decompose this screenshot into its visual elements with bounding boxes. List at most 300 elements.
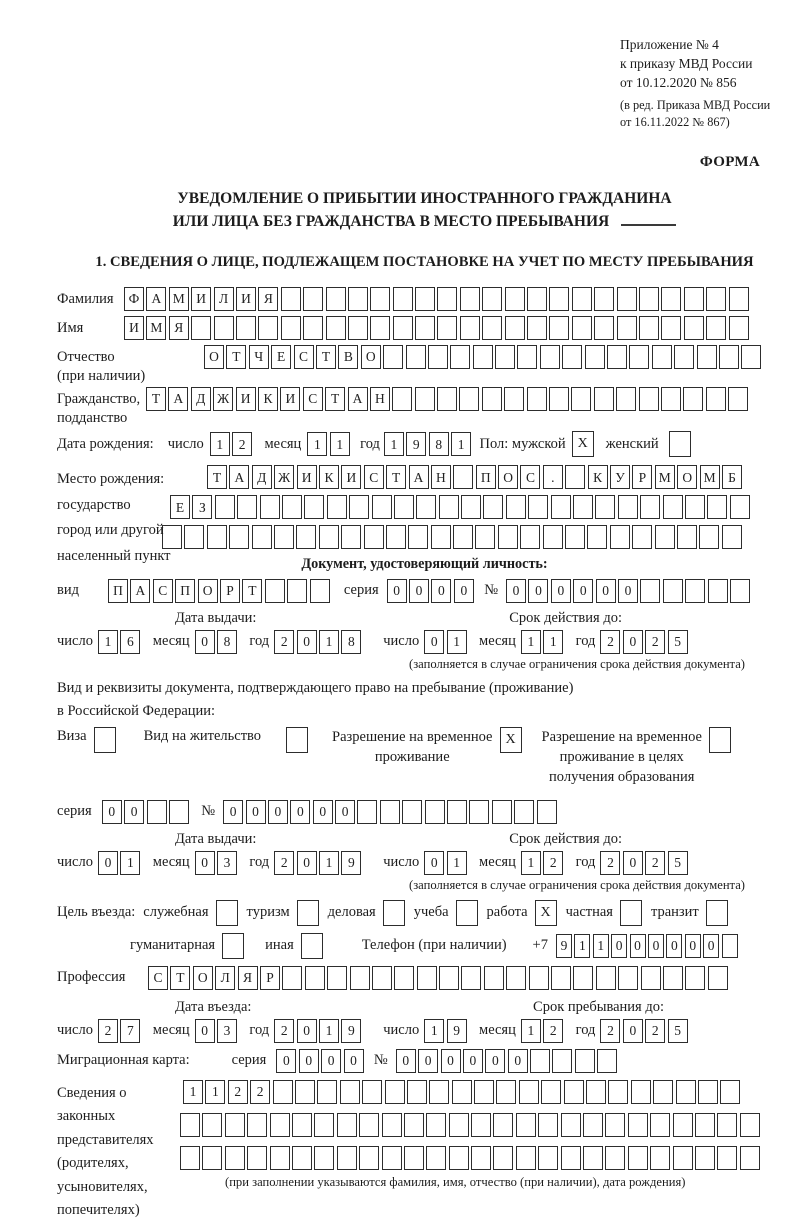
char-cell[interactable]: 9 <box>341 851 361 875</box>
char-cell[interactable] <box>594 387 614 411</box>
char-cell[interactable] <box>562 345 582 369</box>
sex-male-checkbox[interactable]: X <box>572 431 594 457</box>
char-cell[interactable]: 6 <box>120 630 140 654</box>
char-cell[interactable] <box>514 800 534 824</box>
char-cell[interactable] <box>571 387 591 411</box>
char-cell[interactable] <box>380 800 400 824</box>
char-cell[interactable] <box>482 287 502 311</box>
char-cell[interactable] <box>586 1080 606 1104</box>
char-cell[interactable]: 1 <box>330 432 350 456</box>
char-cell[interactable]: 2 <box>274 630 294 654</box>
char-cell[interactable] <box>273 1080 293 1104</box>
char-cell[interactable] <box>706 316 726 340</box>
char-cell[interactable] <box>265 579 285 603</box>
char-cell[interactable] <box>287 579 307 603</box>
char-cell[interactable]: 1 <box>205 1080 225 1104</box>
char-cell[interactable] <box>482 316 502 340</box>
char-cell[interactable] <box>585 345 605 369</box>
char-cell[interactable] <box>517 345 537 369</box>
char-cell[interactable] <box>685 495 705 519</box>
char-cell[interactable] <box>596 966 616 990</box>
char-cell[interactable]: С <box>148 966 168 990</box>
char-cell[interactable] <box>350 966 370 990</box>
char-cell[interactable] <box>437 316 457 340</box>
char-cell[interactable]: И <box>236 387 256 411</box>
char-cell[interactable]: 0 <box>297 851 317 875</box>
char-cell[interactable] <box>695 1146 715 1170</box>
char-cell[interactable] <box>326 316 346 340</box>
char-cell[interactable] <box>618 966 638 990</box>
char-cell[interactable]: А <box>146 287 166 311</box>
char-cell[interactable]: 1 <box>319 630 339 654</box>
char-cell[interactable] <box>337 1113 357 1137</box>
char-cell[interactable] <box>408 525 428 549</box>
char-cell[interactable] <box>673 1146 693 1170</box>
char-cell[interactable] <box>415 316 435 340</box>
char-cell[interactable]: 9 <box>341 1019 361 1043</box>
char-cell[interactable]: Н <box>370 387 390 411</box>
char-cell[interactable] <box>439 966 459 990</box>
char-cell[interactable]: 0 <box>321 1049 341 1073</box>
char-cell[interactable] <box>449 1113 469 1137</box>
char-cell[interactable] <box>551 495 571 519</box>
char-cell[interactable]: 0 <box>297 1019 317 1043</box>
char-cell[interactable] <box>229 525 249 549</box>
char-cell[interactable]: 2 <box>600 1019 620 1043</box>
char-cell[interactable]: Т <box>226 345 246 369</box>
char-cell[interactable] <box>459 387 479 411</box>
char-cell[interactable]: 2 <box>645 1019 665 1043</box>
char-cell[interactable] <box>359 1146 379 1170</box>
char-cell[interactable]: 1 <box>521 851 541 875</box>
char-cell[interactable] <box>683 387 703 411</box>
char-cell[interactable] <box>493 1146 513 1170</box>
char-cell[interactable]: 7 <box>120 1019 140 1043</box>
char-cell[interactable]: . <box>543 465 563 489</box>
char-cell[interactable] <box>386 525 406 549</box>
char-cell[interactable] <box>575 1049 595 1073</box>
char-cell[interactable] <box>482 387 502 411</box>
char-cell[interactable]: 0 <box>618 579 638 603</box>
visa-checkbox[interactable] <box>94 727 116 753</box>
char-cell[interactable]: 0 <box>528 579 548 603</box>
purpose-business-checkbox[interactable] <box>216 900 238 926</box>
char-cell[interactable]: 0 <box>424 851 444 875</box>
char-cell[interactable] <box>616 387 636 411</box>
char-cell[interactable]: Я <box>238 966 258 990</box>
char-cell[interactable] <box>236 316 256 340</box>
char-cell[interactable] <box>676 1080 696 1104</box>
char-cell[interactable] <box>587 525 607 549</box>
char-cell[interactable] <box>169 800 189 824</box>
char-cell[interactable] <box>314 1146 334 1170</box>
char-cell[interactable]: 0 <box>551 579 571 603</box>
char-cell[interactable]: Ч <box>249 345 269 369</box>
char-cell[interactable]: 0 <box>387 579 407 603</box>
char-cell[interactable] <box>439 495 459 519</box>
char-cell[interactable] <box>640 495 660 519</box>
char-cell[interactable] <box>663 579 683 603</box>
char-cell[interactable] <box>706 287 726 311</box>
char-cell[interactable] <box>496 1080 516 1104</box>
residence-permit-checkbox[interactable] <box>286 727 308 753</box>
char-cell[interactable]: Ж <box>213 387 233 411</box>
char-cell[interactable]: 1 <box>319 1019 339 1043</box>
char-cell[interactable]: 1 <box>593 934 609 958</box>
char-cell[interactable] <box>538 1146 558 1170</box>
char-cell[interactable]: М <box>655 465 675 489</box>
char-cell[interactable] <box>406 345 426 369</box>
char-cell[interactable] <box>697 345 717 369</box>
char-cell[interactable] <box>362 1080 382 1104</box>
char-cell[interactable]: А <box>348 387 368 411</box>
char-cell[interactable] <box>583 1113 603 1137</box>
char-cell[interactable] <box>728 387 748 411</box>
char-cell[interactable] <box>505 287 525 311</box>
char-cell[interactable]: 5 <box>668 630 688 654</box>
char-cell[interactable] <box>549 287 569 311</box>
char-cell[interactable]: 0 <box>685 934 701 958</box>
char-cell[interactable] <box>349 495 369 519</box>
char-cell[interactable] <box>452 1080 472 1104</box>
char-cell[interactable]: Т <box>316 345 336 369</box>
char-cell[interactable] <box>372 966 392 990</box>
char-cell[interactable] <box>650 1146 670 1170</box>
char-cell[interactable] <box>260 495 280 519</box>
char-cell[interactable] <box>492 800 512 824</box>
char-cell[interactable] <box>303 316 323 340</box>
char-cell[interactable] <box>417 966 437 990</box>
char-cell[interactable]: 0 <box>290 800 310 824</box>
char-cell[interactable] <box>295 1080 315 1104</box>
char-cell[interactable] <box>561 1146 581 1170</box>
char-cell[interactable] <box>453 465 473 489</box>
char-cell[interactable] <box>549 316 569 340</box>
char-cell[interactable] <box>498 525 518 549</box>
char-cell[interactable] <box>561 1113 581 1137</box>
char-cell[interactable]: 8 <box>341 630 361 654</box>
char-cell[interactable] <box>282 495 302 519</box>
char-cell[interactable]: 2 <box>543 1019 563 1043</box>
char-cell[interactable] <box>706 387 726 411</box>
char-cell[interactable] <box>426 1113 446 1137</box>
char-cell[interactable]: 0 <box>195 851 215 875</box>
char-cell[interactable] <box>484 966 504 990</box>
char-cell[interactable]: 1 <box>574 934 590 958</box>
char-cell[interactable] <box>425 800 445 824</box>
char-cell[interactable] <box>594 316 614 340</box>
char-cell[interactable]: 0 <box>313 800 333 824</box>
char-cell[interactable]: Ж <box>274 465 294 489</box>
char-cell[interactable] <box>180 1113 200 1137</box>
char-cell[interactable] <box>372 495 392 519</box>
char-cell[interactable] <box>595 495 615 519</box>
char-cell[interactable] <box>530 1049 550 1073</box>
char-cell[interactable] <box>629 345 649 369</box>
char-cell[interactable] <box>404 1146 424 1170</box>
char-cell[interactable] <box>207 525 227 549</box>
char-cell[interactable]: 1 <box>319 851 339 875</box>
char-cell[interactable] <box>641 966 661 990</box>
char-cell[interactable] <box>551 966 571 990</box>
char-cell[interactable] <box>402 800 422 824</box>
char-cell[interactable]: О <box>361 345 381 369</box>
char-cell[interactable] <box>628 1113 648 1137</box>
char-cell[interactable] <box>370 316 390 340</box>
sex-female-checkbox[interactable] <box>669 431 691 457</box>
char-cell[interactable] <box>516 1146 536 1170</box>
char-cell[interactable] <box>191 316 211 340</box>
char-cell[interactable]: 0 <box>454 579 474 603</box>
char-cell[interactable]: 3 <box>217 1019 237 1043</box>
char-cell[interactable] <box>305 966 325 990</box>
char-cell[interactable] <box>428 345 448 369</box>
char-cell[interactable]: 0 <box>623 630 643 654</box>
char-cell[interactable] <box>552 1049 572 1073</box>
char-cell[interactable] <box>519 1080 539 1104</box>
char-cell[interactable] <box>661 316 681 340</box>
char-cell[interactable] <box>426 1146 446 1170</box>
char-cell[interactable] <box>270 1113 290 1137</box>
char-cell[interactable]: Е <box>271 345 291 369</box>
char-cell[interactable]: А <box>229 465 249 489</box>
purpose-humanitarian-checkbox[interactable] <box>222 933 244 959</box>
char-cell[interactable]: 0 <box>623 851 643 875</box>
char-cell[interactable]: 9 <box>556 934 572 958</box>
char-cell[interactable] <box>475 525 495 549</box>
char-cell[interactable] <box>605 1146 625 1170</box>
char-cell[interactable]: 0 <box>573 579 593 603</box>
char-cell[interactable] <box>572 287 592 311</box>
char-cell[interactable] <box>415 287 435 311</box>
char-cell[interactable]: М <box>169 287 189 311</box>
char-cell[interactable] <box>471 1146 491 1170</box>
char-cell[interactable]: 0 <box>648 934 664 958</box>
char-cell[interactable] <box>385 1080 405 1104</box>
char-cell[interactable] <box>461 495 481 519</box>
char-cell[interactable]: К <box>588 465 608 489</box>
char-cell[interactable]: 0 <box>246 800 266 824</box>
char-cell[interactable] <box>730 495 750 519</box>
char-cell[interactable] <box>722 525 742 549</box>
purpose-other-checkbox[interactable] <box>301 933 323 959</box>
char-cell[interactable] <box>639 316 659 340</box>
char-cell[interactable]: Р <box>220 579 240 603</box>
char-cell[interactable] <box>292 1146 312 1170</box>
char-cell[interactable]: 9 <box>447 1019 467 1043</box>
char-cell[interactable]: 1 <box>521 1019 541 1043</box>
char-cell[interactable]: П <box>175 579 195 603</box>
char-cell[interactable]: 0 <box>299 1049 319 1073</box>
char-cell[interactable]: С <box>364 465 384 489</box>
char-cell[interactable] <box>741 345 761 369</box>
char-cell[interactable] <box>247 1113 267 1137</box>
char-cell[interactable] <box>292 1113 312 1137</box>
char-cell[interactable]: О <box>198 579 218 603</box>
char-cell[interactable]: 1 <box>451 432 471 456</box>
char-cell[interactable]: 0 <box>124 800 144 824</box>
char-cell[interactable] <box>652 345 672 369</box>
char-cell[interactable] <box>698 1080 718 1104</box>
char-cell[interactable]: 0 <box>424 630 444 654</box>
char-cell[interactable] <box>215 495 235 519</box>
char-cell[interactable]: У <box>610 465 630 489</box>
char-cell[interactable] <box>520 525 540 549</box>
char-cell[interactable] <box>247 1146 267 1170</box>
char-cell[interactable] <box>594 287 614 311</box>
char-cell[interactable]: 1 <box>447 630 467 654</box>
char-cell[interactable] <box>282 966 302 990</box>
char-cell[interactable] <box>650 1113 670 1137</box>
char-cell[interactable] <box>549 387 569 411</box>
char-cell[interactable]: 0 <box>431 579 451 603</box>
char-cell[interactable] <box>640 579 660 603</box>
char-cell[interactable] <box>673 1113 693 1137</box>
char-cell[interactable]: 1 <box>447 851 467 875</box>
char-cell[interactable]: С <box>294 345 314 369</box>
char-cell[interactable]: О <box>677 465 697 489</box>
char-cell[interactable] <box>310 579 330 603</box>
char-cell[interactable] <box>416 495 436 519</box>
char-cell[interactable] <box>314 1113 334 1137</box>
char-cell[interactable]: И <box>236 287 256 311</box>
char-cell[interactable] <box>407 1080 427 1104</box>
char-cell[interactable] <box>505 316 525 340</box>
char-cell[interactable]: Я <box>258 287 278 311</box>
char-cell[interactable]: 1 <box>307 432 327 456</box>
char-cell[interactable]: 2 <box>645 851 665 875</box>
char-cell[interactable]: А <box>130 579 150 603</box>
char-cell[interactable]: 3 <box>217 851 237 875</box>
char-cell[interactable]: И <box>341 465 361 489</box>
char-cell[interactable] <box>147 800 167 824</box>
char-cell[interactable] <box>618 495 638 519</box>
char-cell[interactable]: 5 <box>668 1019 688 1043</box>
char-cell[interactable]: И <box>280 387 300 411</box>
char-cell[interactable]: А <box>409 465 429 489</box>
char-cell[interactable] <box>252 525 272 549</box>
char-cell[interactable] <box>447 800 467 824</box>
char-cell[interactable]: В <box>338 345 358 369</box>
char-cell[interactable] <box>685 966 705 990</box>
char-cell[interactable] <box>655 525 675 549</box>
char-cell[interactable] <box>225 1113 245 1137</box>
char-cell[interactable]: 1 <box>521 630 541 654</box>
char-cell[interactable]: 2 <box>228 1080 248 1104</box>
char-cell[interactable]: Т <box>242 579 262 603</box>
char-cell[interactable] <box>202 1146 222 1170</box>
char-cell[interactable]: 0 <box>611 934 627 958</box>
char-cell[interactable] <box>674 345 694 369</box>
char-cell[interactable]: Ф <box>124 287 144 311</box>
char-cell[interactable]: О <box>193 966 213 990</box>
char-cell[interactable] <box>281 287 301 311</box>
char-cell[interactable] <box>506 495 526 519</box>
char-cell[interactable]: 0 <box>297 630 317 654</box>
char-cell[interactable] <box>258 316 278 340</box>
char-cell[interactable] <box>631 1080 651 1104</box>
char-cell[interactable]: 0 <box>666 934 682 958</box>
char-cell[interactable]: 0 <box>441 1049 461 1073</box>
char-cell[interactable] <box>327 966 347 990</box>
char-cell[interactable] <box>608 1080 628 1104</box>
char-cell[interactable]: Т <box>170 966 190 990</box>
char-cell[interactable] <box>661 287 681 311</box>
char-cell[interactable]: Р <box>260 966 280 990</box>
char-cell[interactable] <box>274 525 294 549</box>
char-cell[interactable] <box>474 1080 494 1104</box>
char-cell[interactable] <box>653 1080 673 1104</box>
char-cell[interactable]: Л <box>215 966 235 990</box>
char-cell[interactable] <box>473 345 493 369</box>
char-cell[interactable]: Т <box>386 465 406 489</box>
char-cell[interactable] <box>610 525 630 549</box>
char-cell[interactable]: 0 <box>195 630 215 654</box>
char-cell[interactable]: 2 <box>600 630 620 654</box>
char-cell[interactable] <box>237 495 257 519</box>
char-cell[interactable]: М <box>700 465 720 489</box>
char-cell[interactable] <box>540 345 560 369</box>
char-cell[interactable]: 0 <box>268 800 288 824</box>
char-cell[interactable] <box>202 1113 222 1137</box>
char-cell[interactable] <box>281 316 301 340</box>
char-cell[interactable]: Т <box>146 387 166 411</box>
char-cell[interactable]: М <box>146 316 166 340</box>
char-cell[interactable]: О <box>204 345 224 369</box>
char-cell[interactable]: 1 <box>210 432 230 456</box>
char-cell[interactable] <box>528 495 548 519</box>
char-cell[interactable] <box>270 1146 290 1170</box>
char-cell[interactable]: 0 <box>102 800 122 824</box>
char-cell[interactable]: 1 <box>384 432 404 456</box>
char-cell[interactable]: О <box>498 465 518 489</box>
char-cell[interactable] <box>740 1146 760 1170</box>
char-cell[interactable] <box>348 316 368 340</box>
purpose-study-checkbox[interactable] <box>456 900 478 926</box>
char-cell[interactable]: Н <box>431 465 451 489</box>
char-cell[interactable]: А <box>168 387 188 411</box>
char-cell[interactable] <box>453 525 473 549</box>
char-cell[interactable]: 2 <box>645 630 665 654</box>
char-cell[interactable] <box>685 579 705 603</box>
purpose-tourism-checkbox[interactable] <box>297 900 319 926</box>
char-cell[interactable] <box>296 525 316 549</box>
char-cell[interactable]: 2 <box>250 1080 270 1104</box>
char-cell[interactable]: 2 <box>98 1019 118 1043</box>
char-cell[interactable]: З <box>192 495 212 519</box>
char-cell[interactable] <box>695 1113 715 1137</box>
char-cell[interactable] <box>699 525 719 549</box>
char-cell[interactable]: 8 <box>217 630 237 654</box>
char-cell[interactable] <box>537 800 557 824</box>
char-cell[interactable]: 0 <box>463 1049 483 1073</box>
char-cell[interactable] <box>719 345 739 369</box>
char-cell[interactable]: 2 <box>232 432 252 456</box>
char-cell[interactable] <box>684 287 704 311</box>
char-cell[interactable] <box>437 287 457 311</box>
char-cell[interactable] <box>663 966 683 990</box>
char-cell[interactable]: 2 <box>274 1019 294 1043</box>
char-cell[interactable] <box>572 316 592 340</box>
char-cell[interactable]: 0 <box>508 1049 528 1073</box>
char-cell[interactable]: 2 <box>543 851 563 875</box>
char-cell[interactable] <box>450 345 470 369</box>
char-cell[interactable] <box>740 1113 760 1137</box>
char-cell[interactable] <box>708 966 728 990</box>
char-cell[interactable] <box>565 465 585 489</box>
char-cell[interactable]: 9 <box>406 432 426 456</box>
char-cell[interactable] <box>504 387 524 411</box>
